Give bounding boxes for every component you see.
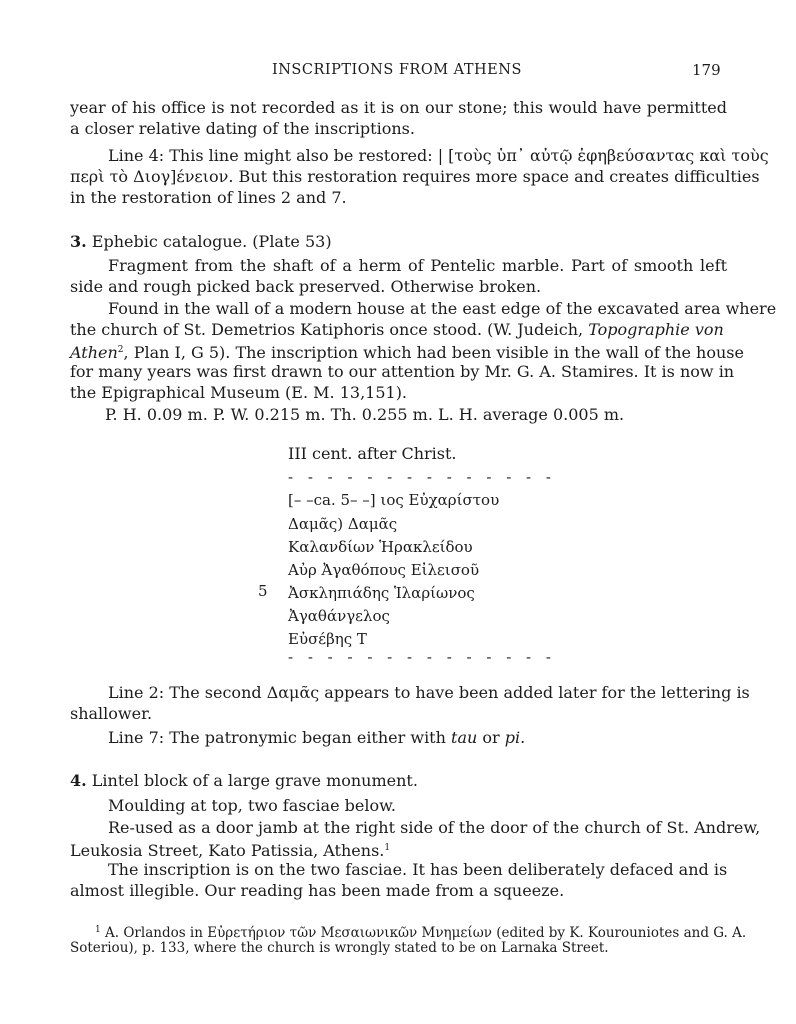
entry3-found-d: for many years was first drawn to our attention by Mr. G. A. Stamires. It is now in (70, 362, 735, 381)
entry4-number: 4. (70, 771, 87, 790)
inscription-line-4: Αὐρ Ἀγαθόπους Εἰλεισοῦ (288, 561, 480, 579)
inscription-line-5: Ἀσκληπιάδης Ἱλαρίωνος (288, 584, 475, 602)
inscription-line-1: [– –ca. 5– –] ιος Εὐχαρίστου (288, 491, 500, 509)
inscription-line-7: Εὐσέβης Τ (288, 630, 367, 648)
footnote-mark: 1 (95, 925, 101, 935)
entry3-found-c (70, 340, 744, 363)
entry4-heading (70, 771, 418, 790)
entry3-title: Ephebic catalogue. (Plate 53) (91, 232, 332, 251)
found-c-italic: Athen (70, 343, 118, 362)
entry3-description (70, 255, 727, 297)
note-line7 (108, 727, 525, 748)
inscription-line-2: Δαμᾶς) Δαμᾶς (288, 515, 398, 533)
footnote-line-b: Soteriou), p. 133, where the church is wrongly stated to be on Larnaka Street. (70, 940, 609, 956)
note-line7-text: Line 7: The patronymic began either with (108, 728, 446, 747)
intro-paragraph (70, 97, 727, 139)
reused-b-text: Leukosia Street, Kato Patissia, Athens. (70, 841, 385, 860)
entry3-desc-text: Fragment from the shaft of a herm of Pentelic marble. Part of smooth left side and rough picked back preserved. Otherwise broken. (70, 256, 727, 296)
inscription-dashes-bottom: - - - - - - - - - - - - - - (288, 648, 556, 666)
entry4-insc-b: almost illegible. Our reading has been made from a squeeze. (70, 881, 565, 900)
entry3-found-e: the Epigraphical Museum (E. M. 13,151). (70, 383, 408, 402)
line4-note-a: Line 4: This line might also be restored: | [τοὺς ὑπ᾽ αὐτῷ ἐφηβεύσαντας καὶ τοὺς (108, 146, 769, 165)
entry4-title: Lintel block of a large grave monument. (91, 771, 418, 790)
note-line7-pi: pi. (504, 728, 526, 747)
intro-text: year of his office is not recorded as it is on our stone; this would have permitted a closer relative dating of the inscriptions. (70, 98, 727, 138)
entry4-reused-a: Re-used as a door jamb at the right side of the door of the church of St. Andrew, (108, 818, 761, 837)
note-line2-a: Line 2: The second Δαμᾶς appears to have been added later for the lettering is (108, 683, 750, 702)
entry3-heading (70, 232, 332, 251)
entry3-measurements: P. H. 0.09 m. P. W. 0.215 m. Th. 0.255 m. L. H. average 0.005 m. (105, 405, 625, 424)
footnote-ref: 1 (384, 843, 391, 853)
inscription-dashes-top: - - - - - - - - - - - - - - (288, 468, 556, 486)
entry4-insc-a: The inscription is on the two fasciae. It has been deliberately defaced and is (108, 860, 728, 879)
entry3-found-a: Found in the wall of a modern house at the east edge of the excavated area where (108, 299, 777, 318)
line4-note-c: in the restoration of lines 2 and 7. (70, 188, 347, 207)
entry3-found-b (70, 319, 724, 340)
note-line2-b: shallower. (70, 704, 153, 723)
found-c-sup: 2 (117, 345, 124, 355)
inscription-line-3: Καλανδίων Ἡρακλείδου (288, 538, 473, 556)
entry3-date: III cent. after Christ. (288, 444, 457, 463)
entry4-reused-b (70, 838, 390, 861)
entry3-number: 3. (70, 232, 87, 251)
running-title: INSCRIPTIONS FROM ATHENS (272, 62, 522, 78)
found-b-text: the church of St. Demetrios Katiphoris once stood. (W. Judeich, (70, 320, 584, 339)
entry4-desc: Moulding at top, two fasciae below. (108, 796, 396, 815)
found-c-text: , Plan I, G 5). The inscription which had been visible in the wall of the house (123, 343, 744, 362)
inscription-line-6: Ἀγαθάνγελος (288, 607, 390, 625)
found-b-italic: Topographie von (588, 320, 724, 339)
note-line7-or: or (482, 728, 500, 747)
inscription-line-number-5: 5 (258, 582, 268, 600)
note-line7-tau: tau (451, 728, 478, 747)
line4-note-b: περὶ τὸ Διογ]ένειον. But this restoration requires more space and creates difficulties (70, 167, 760, 186)
page-number: 179 (692, 61, 721, 79)
footnote-text-a: A. Orlandos in Εὐρετήριον τῶν Μεσαιωνικῶν Μνημείων (edited by K. Kourouniotes and G. A. (105, 925, 747, 941)
